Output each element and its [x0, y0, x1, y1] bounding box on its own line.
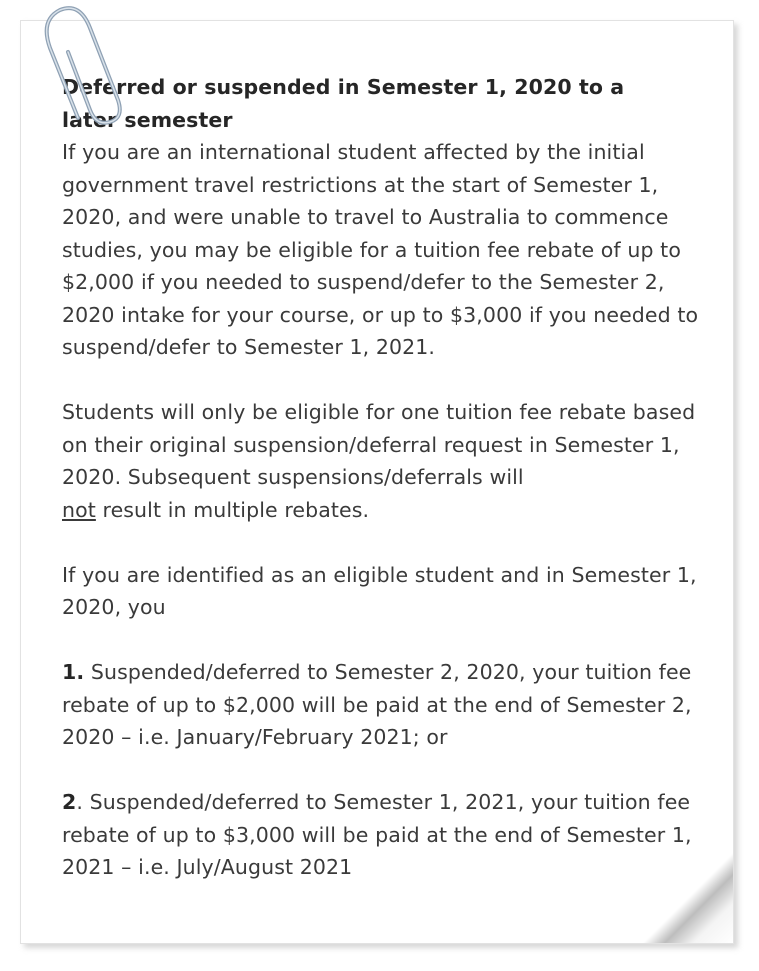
- paragraph-gap: [62, 364, 722, 397]
- paragraph-one-rebate-end: result in multiple rebates.: [95, 497, 370, 522]
- document-content: [62, 71, 722, 884]
- underlined-not: not: [62, 497, 96, 522]
- list-item-1: [62, 656, 722, 754]
- list-item-2-number: 2: [62, 790, 77, 814]
- document-page: [20, 20, 734, 944]
- paragraph-gap: [62, 754, 722, 787]
- paperclip-icon: [30, 0, 140, 130]
- list-item-2: [62, 786, 722, 884]
- paragraph-gap: [62, 526, 722, 559]
- list-item-1-number: 1.: [62, 660, 85, 684]
- list-item-1-text: Suspended/deferred to Semester 2, 2020, your tuition fee rebate of up to $2,000 will be paid at the end of Semester 2, 2020 – i.e. January/February 2021; or: [62, 660, 692, 749]
- page-curl: [643, 853, 733, 943]
- paragraph-one-rebate: [62, 396, 722, 526]
- paragraph-eligibility: If you are an international student affected by the initial government travel restrictions at the start of Semester 1, 2020, and were unable to travel to Australia to commence studies, you may be eligible for a tuition fee rebate of up to $2,000 if you needed to suspend/defer to the Semester 2, 2020 intake for your course, or up to $3,000 if you needed to suspend/defer to Semester 1, 2021.: [62, 140, 699, 359]
- list-item-2-text: . Suspended/deferred to Semester 1, 2021, your tuition fee rebate of up to $3,000 will be paid at the end of Semester 1, 2021 – i.e. July/August 2021: [62, 790, 692, 879]
- section-heading: Deferred or suspended in Semester 1, 2020 to a later semester: [62, 75, 625, 132]
- paragraph-gap: [62, 624, 722, 657]
- paragraph-identified: If you are identified as an eligible student and in Semester 1, 2020, you: [62, 562, 697, 619]
- paragraph-one-rebate-text: Students will only be eligible for one tuition fee rebate based on their original suspension/deferral request in Semester 1, 2020. Subsequent suspensions/deferrals will: [62, 400, 696, 489]
